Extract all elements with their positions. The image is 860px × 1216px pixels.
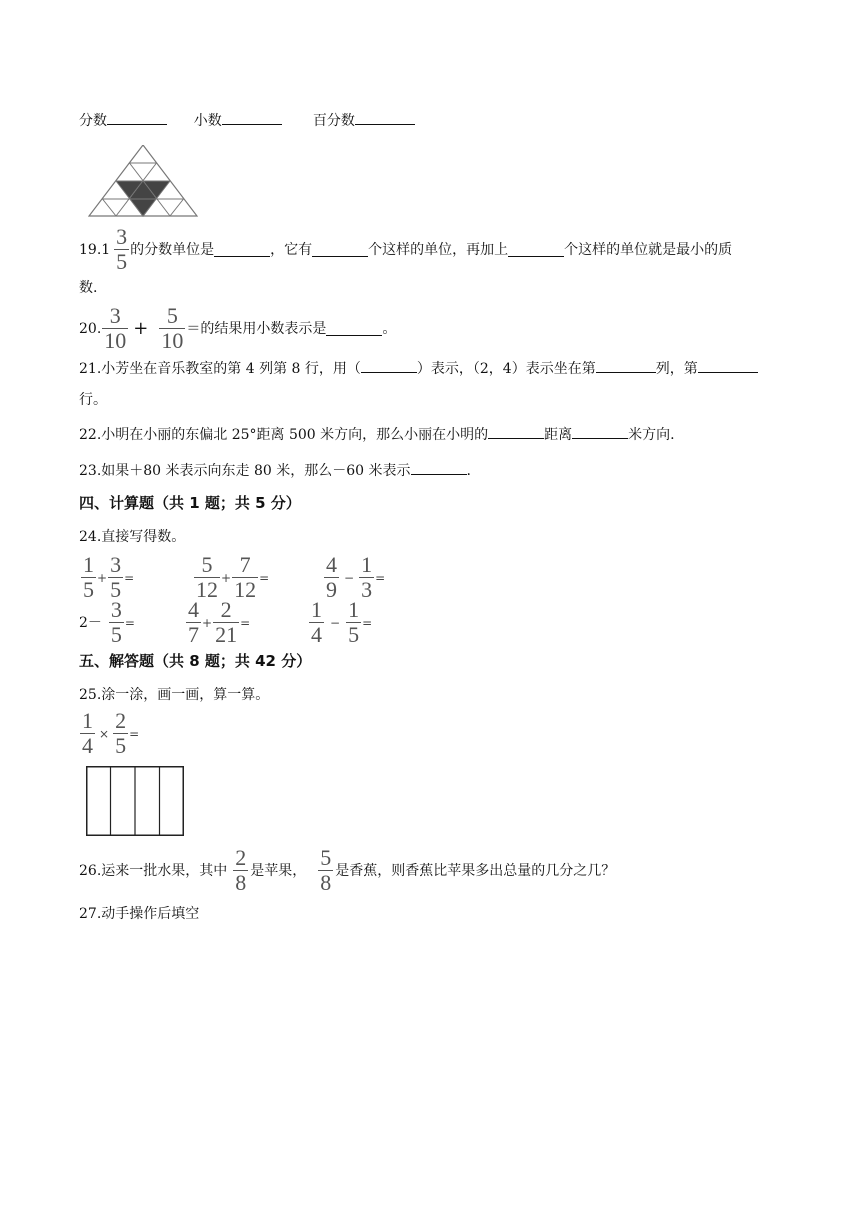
fraction: $\frac{3}{5}$	[116, 224, 128, 274]
q18-line: 分数 小数 百分数	[79, 110, 415, 131]
q23-line: 23.如果＋80 米表示向东走 80 米，那么－60 米表示 .	[79, 460, 471, 481]
calc-item: 2－ $\frac{3}{5}$ =	[79, 597, 135, 647]
answer-blank[interactable]	[214, 242, 270, 257]
fraction: $\frac{5}{8}$	[320, 845, 332, 895]
answer-blank[interactable]	[488, 424, 544, 439]
calc-item: $\frac{4}{9}$ − $\frac{1}{3}$ =	[326, 552, 386, 602]
fraction: $\frac{3}{10}$	[104, 303, 127, 353]
fraction: $\frac{2}{8}$	[235, 845, 247, 895]
decimal-blank[interactable]	[222, 110, 282, 125]
q21-line: 21.小芳坐在音乐教室的第 4 列第 8 行，用（ ）表示，（2，4）表示坐在第 列，第	[79, 358, 758, 379]
q24-text: 24.直接写得数。	[79, 529, 186, 545]
q20-line: 20. $\frac{3}{10}$ + $\frac{5}{10}$ ＝的结果用小数表示是 。	[79, 303, 397, 353]
percent-blank[interactable]	[355, 110, 415, 125]
section-title: 四、计算题（共 1 题；共 5 分）	[79, 494, 301, 512]
section-title: 五、解答题（共 8 题；共 42 分）	[79, 652, 312, 670]
q19-line2: 数.	[79, 280, 98, 296]
answer-blank[interactable]	[312, 242, 368, 257]
fraction-blank[interactable]	[107, 110, 167, 125]
q19-line: 19.1 $\frac{3}{5}$ 的分数单位是 ，它有 个这样的单位，再加上 个这样的单位就是最小的质	[79, 224, 733, 274]
rectangle-figure[interactable]	[86, 766, 184, 836]
answer-blank[interactable]	[326, 321, 382, 336]
answer-blank[interactable]	[361, 358, 417, 373]
fraction: $\frac{5}{10}$	[161, 303, 184, 353]
answer-blank[interactable]	[411, 460, 467, 475]
answer-blank[interactable]	[508, 242, 564, 257]
calc-item: $\frac{1}{5}$ + $\frac{3}{5}$ =	[83, 552, 135, 602]
triangle-grid-figure	[88, 145, 198, 217]
q21-line2: 行。	[79, 392, 107, 408]
answer-blank[interactable]	[698, 358, 758, 373]
shaded-region	[130, 199, 157, 217]
calc-item: $\frac{4}{7}$ + $\frac{2}{21}$ =	[188, 597, 251, 647]
q22-line: 22.小明在小丽的东偏北 25°距离 500 米方向，那么小丽在小明的 距离 米方向.	[79, 424, 675, 445]
calc-item: $\frac{5}{12}$ + $\frac{7}{12}$ =	[196, 552, 270, 602]
q26-line: 26.运来一批水果，其中 $\frac{2}{8}$ 是苹果， $\frac{5}{8}$ 是香蕉，则香蕉比苹果多出总量的几分之几？	[79, 845, 616, 895]
q25-text: 25.涂一涂，画一画，算一算。	[79, 687, 270, 703]
answer-blank[interactable]	[572, 424, 628, 439]
q27-text: 27.动手操作后填空	[79, 906, 200, 922]
answer-blank[interactable]	[596, 358, 656, 373]
calc-item: $\frac{1}{4}$ × $\frac{2}{5}$ =	[82, 708, 140, 758]
calc-item: $\frac{1}{4}$ − $\frac{1}{5}$ =	[311, 597, 373, 647]
